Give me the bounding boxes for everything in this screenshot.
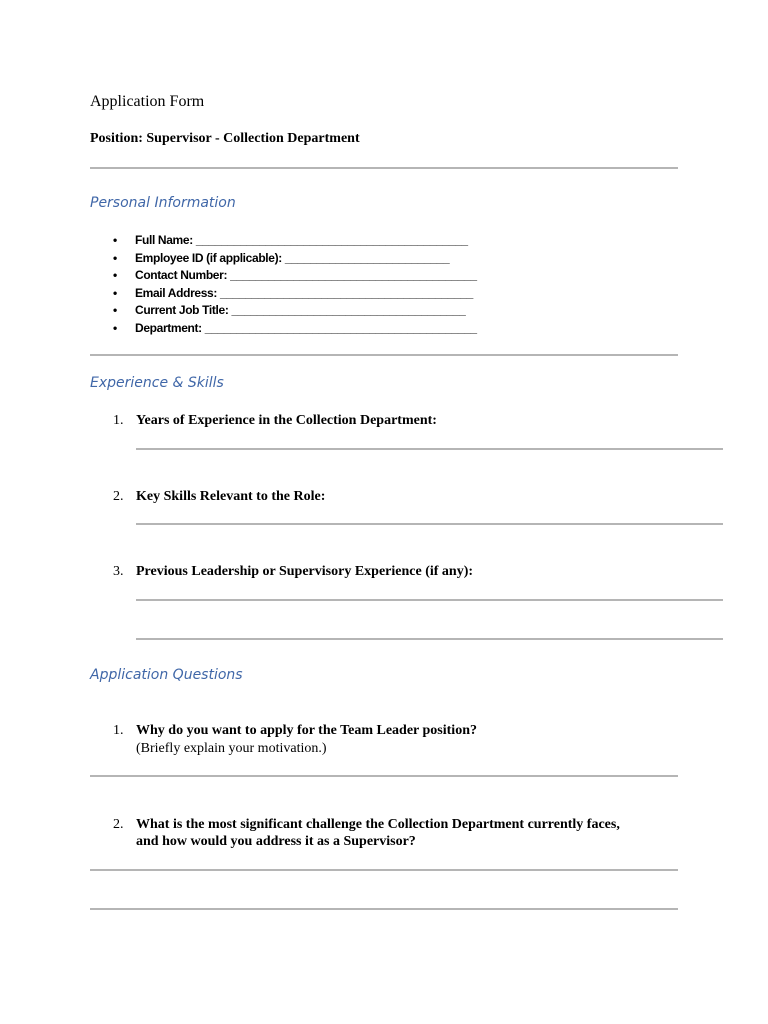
bullet-icon: •: [113, 250, 118, 265]
challenge-question-line-1: What is the most significant challenge the Collection Department currently faces,: [136, 817, 620, 832]
section-divider: [90, 354, 678, 356]
answer-line: [136, 599, 723, 601]
key-skills-label: Key Skills Relevant to the Role:: [136, 489, 326, 504]
department-field: Department: ___________________________________________: [135, 320, 477, 335]
item-number: 3.: [113, 564, 124, 579]
personal-information-heading: Personal Information: [90, 195, 236, 211]
motivation-hint: (Briefly explain your motivation.): [136, 741, 327, 756]
item-number: 2.: [113, 817, 124, 832]
current-job-title-field: Current Job Title: _____________________________________: [135, 303, 466, 318]
position-title: Position: Supervisor - Collection Department: [90, 131, 360, 146]
email-address-field: Email Address: ________________________________________: [135, 285, 473, 300]
motivation-question: Why do you want to apply for the Team Leader position?: [136, 723, 477, 738]
leadership-experience-label: Previous Leadership or Supervisory Experience (if any):: [136, 564, 474, 579]
full-name-field: Full Name: ___________________________________________: [135, 233, 468, 247]
answer-line: [90, 908, 678, 910]
item-number: 2.: [113, 489, 124, 504]
section-divider: [90, 167, 678, 169]
employee-id-field: Employee ID (if applicable): __________________________: [135, 250, 450, 265]
bullet-icon: •: [113, 303, 118, 318]
bullet-icon: •: [113, 233, 118, 247]
application-questions-heading: Application Questions: [90, 667, 243, 683]
challenge-question-line-2: and how would you address it as a Supervisor?: [136, 834, 416, 849]
answer-line: [136, 638, 723, 640]
bullet-icon: •: [113, 268, 118, 283]
bullet-icon: •: [113, 320, 118, 335]
years-experience-label: Years of Experience in the Collection Department:: [136, 413, 437, 428]
item-number: 1.: [113, 413, 124, 428]
answer-line: [136, 523, 723, 525]
contact-number-field: Contact Number: _______________________________________: [135, 268, 477, 283]
experience-skills-heading: Experience & Skills: [90, 375, 224, 391]
answer-line: [136, 448, 723, 450]
form-title: Application Form: [90, 93, 205, 110]
answer-line: [90, 869, 678, 871]
item-number: 1.: [113, 723, 124, 738]
answer-line: [90, 775, 678, 777]
bullet-icon: •: [113, 285, 118, 300]
